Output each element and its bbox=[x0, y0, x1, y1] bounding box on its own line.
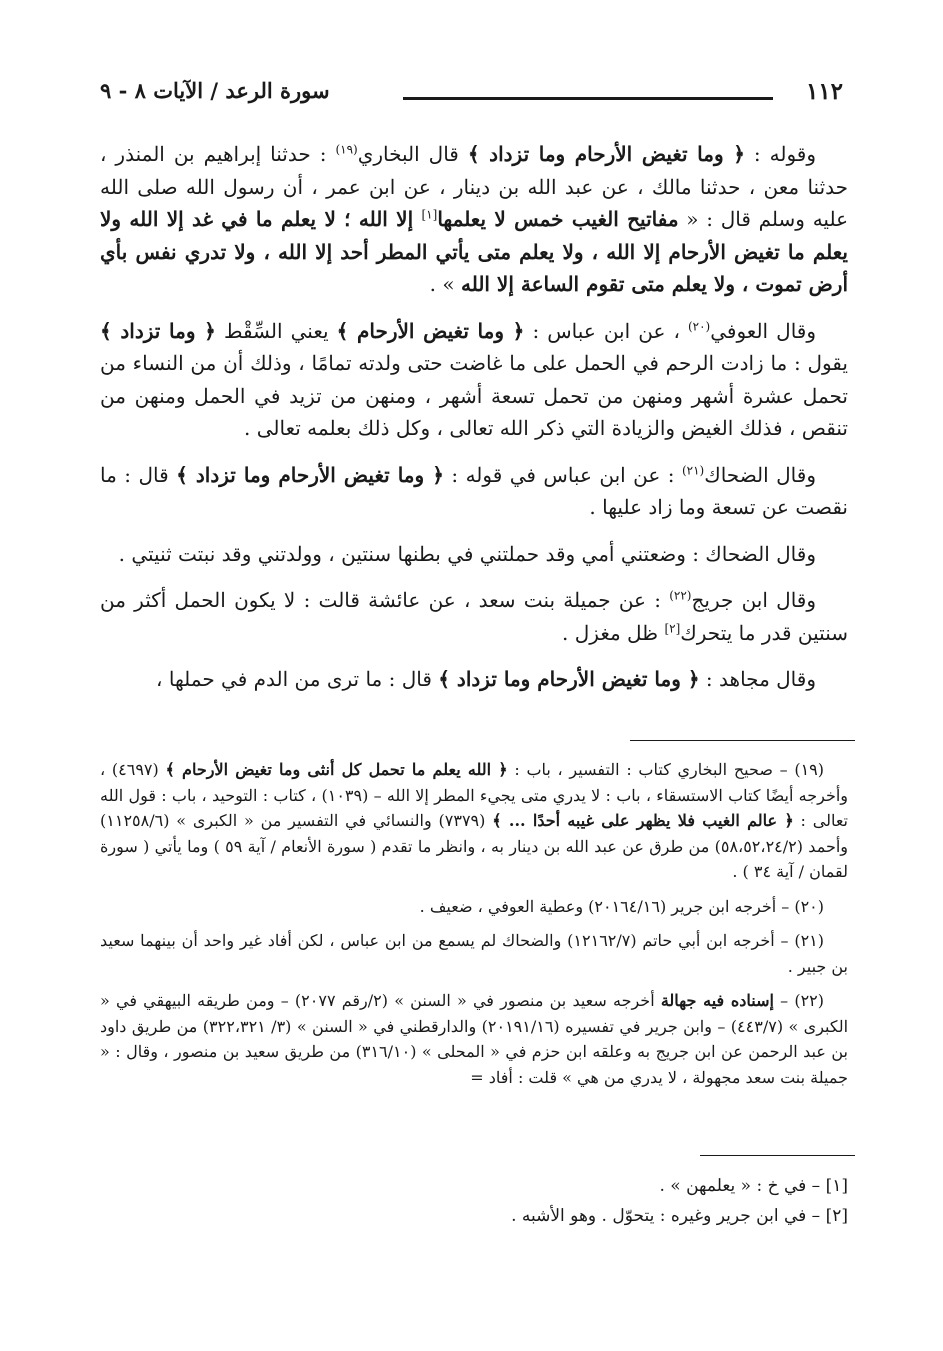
text-run: ظل مغزل . bbox=[562, 620, 665, 645]
text-run: » . bbox=[429, 272, 461, 296]
editor-note: [١] – في خ : « يعلمهن » . bbox=[659, 1176, 848, 1196]
text-run: وقال الضحاك bbox=[704, 462, 816, 487]
bold-text: ﴿ وما تغيض الأرحام وما تزداد ﴾ bbox=[467, 142, 745, 166]
footnote bbox=[100, 894, 848, 920]
bold-text: إسناده فيه جهالة bbox=[660, 991, 774, 1010]
main-text bbox=[100, 138, 848, 710]
surah-title: سورة الرعد / الآيات ٨ - ٩ bbox=[100, 78, 330, 103]
text-run: : عن جميلة بنت سعد ، عن عائشة قالت : لا يكون الحمل أكثر من سنتين قدر ما يتحرك bbox=[100, 588, 848, 645]
text-run: يعني السِّقْط bbox=[215, 318, 337, 343]
text-run: قال : ما ترى من الدم في حملها ، bbox=[156, 667, 439, 691]
footnote bbox=[100, 928, 848, 979]
text-run: (١٩) – صحيح البخاري كتاب : التفسير ، باب : bbox=[507, 760, 825, 779]
text-run: (٢١) – أخرجه ابن أبي حاتم (١٢١٦٢/٧) والضحاك لم يسمع من ابن عباس ، لكن أفاد غير واحد أن بينهما سعيد بن جبير . bbox=[100, 931, 848, 976]
running-header bbox=[100, 78, 843, 112]
text-run: : حدثنا إبراهيم بن المنذر ، حدثنا معن ، حدثنا مالك ، عن عبد الله بن دينار ، عن ابن عمر ، أن رسول الله صلى الله عليه وسلم قال : « bbox=[100, 142, 849, 231]
notes-divider bbox=[700, 1155, 855, 1156]
paragraph bbox=[100, 459, 848, 524]
editor-note: [٢] – في ابن جرير وغيره : يتحوّل . وهو الأشبه . bbox=[511, 1206, 848, 1226]
paragraph bbox=[100, 538, 848, 571]
text-run: وقوله : bbox=[744, 142, 817, 166]
text-run: (٢٢) – bbox=[773, 991, 824, 1010]
bold-text: إلا الله ؛ لا يعلم ما في غد إلا الله ولا يعلم ما تغيض الأرحام إلا الله ، ولا يعلم متى يأتي المطر أحد إلا الله ، ولا تدري نفس بأي أرض تموت ، ولا يعلم متى تقوم الساعة إلا الله bbox=[100, 207, 848, 296]
footnote-ref: (١٩) bbox=[335, 142, 358, 157]
text-run: قال : ما نقصت عن تسعة وما زاد عليها . bbox=[100, 462, 848, 519]
text-run: (٧٣٧٩) والنسائي في التفسير من « الكبرى » (١١٢٥٨/٦) وأحمد (٥٨،٥٢،٢٤/٢) من طرق عن عبد الله بن دينار به ، وانظر ما تقدم ( سورة الأنعام / آية ٥٩ ) وما يأتي ( سورة لقمان / آية ٣٤ ) . bbox=[100, 811, 849, 881]
footnote-ref: [١] bbox=[421, 207, 438, 222]
bold-text: ﴿ عالم الغيب فلا يظهر على غيبه أحدًا ... ﴾ bbox=[492, 811, 794, 830]
text-run: : عن ابن عباس في قوله : bbox=[443, 462, 682, 487]
text-run: أخرجه سعيد بن منصور في « السنن » (٢/رقم ٢٠٧٧) – ومن طريقه البيهقي في « الكبرى » (٤٤٣/٧) – وابن جرير في تفسيره (٢٠١٩١/١٦) والدارقطني في « السنن » (٣/ ٣٢٢،٣٢١) من طريق داود بن عبد الرحمن عن ابن جريج به وعلقه ابن حزم في « المحلى » (٣١٦/١٠) من طريق سعيد بن منصور ، وقال : « جميلة بنت سعد مجهولة ، لا يدري من هي » قلت : أفاد = bbox=[100, 991, 849, 1087]
bold-text: ﴿ وما تغيض الأرحام وما تزداد ﴾ bbox=[176, 462, 444, 487]
paragraph bbox=[100, 663, 848, 696]
text-run: ، عن ابن عباس : bbox=[524, 318, 688, 343]
footnote-ref: (٢١) bbox=[681, 462, 705, 477]
text-run: وقال الضحاك : وضعتني أمي وقد حملتني في بطنها سنتين ، وولدتني وقد نبتت ثنيتي . bbox=[118, 541, 816, 566]
bold-text: مفاتيح الغيب خمس لا يعلمها bbox=[437, 207, 679, 231]
text-run: وقال ابن جريج bbox=[691, 588, 817, 612]
footnote-divider bbox=[630, 740, 855, 741]
footnote-ref: [٢] bbox=[664, 620, 681, 635]
bold-text: ﴿ وما تزداد ﴾ bbox=[100, 318, 216, 343]
text-run: (٤٦٩٧) ، وأخرجه أيضًا كتاب الاستسقاء ، باب : لا يدري متى يجيء المطر إلا الله – (١٠٣٩) ، كتاب : التوحيد ، باب : قول الله تعالى : bbox=[100, 760, 848, 830]
text-run: وقال العوفي bbox=[710, 318, 817, 343]
page-number: ١١٢ bbox=[805, 78, 843, 105]
footnote bbox=[100, 988, 848, 1090]
paragraph bbox=[100, 138, 848, 301]
header-rule bbox=[403, 97, 773, 100]
bold-text: ﴿ وما تغيض الأرحام وما تزداد ﴾ bbox=[438, 667, 700, 691]
text-run: وقال مجاهد : bbox=[699, 667, 816, 691]
bold-text: ﴿ وما تغيض الأرحام ﴾ bbox=[336, 318, 525, 343]
text-run: قال البخاري bbox=[357, 142, 468, 166]
editor-notes bbox=[100, 1172, 848, 1232]
footnote-ref: (٢٠) bbox=[687, 318, 711, 333]
paragraph bbox=[100, 315, 848, 445]
bold-text: ﴿ الله يعلم ما تحمل كل أنثى وما تغيض الأرحام ﴾ bbox=[165, 760, 508, 779]
footnotes bbox=[100, 757, 848, 1099]
paragraph bbox=[100, 584, 848, 649]
text-run: (٢٠) – أخرجه ابن جرير (٢٠١٦٤/١٦) وعطية العوفي ، ضعيف . bbox=[419, 896, 824, 916]
footnote-ref: (٢٢) bbox=[669, 588, 692, 603]
footnote bbox=[100, 757, 848, 885]
text-run: يقول : ما زادت الرحم في الحمل على ما غاضت حتى ولدته تمامًا ، وذلك أن من النساء من تحمل عشرة أشهر ومنهن من تحمل تسعة أشهر ، ومنهن من تزيد في الحمل ومنهن من تنقص ، فذلك الغيض والزيادة التي ذكر الله تعالى ، وكل ذلك بعلمه تعالى . bbox=[100, 351, 848, 440]
